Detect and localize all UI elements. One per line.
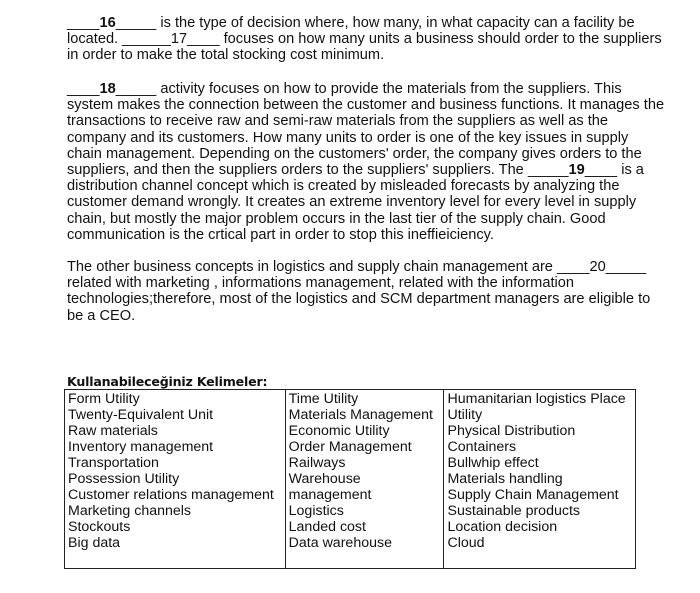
paragraph-questions-18-19 [67,81,667,243]
paragraph-text: The other business concepts in logistics and supply chain management are [67,259,557,275]
blank-20-number: 20 [589,259,606,275]
blank-17-underline-post: ____ [187,31,220,48]
blank-16-underline-post: _____ [115,15,157,31]
word-bank-item: Materials handling [447,471,563,487]
paragraph-questions-16-17 [67,15,667,64]
blank-18-number: 18 [99,81,116,97]
blank-16-number: 16 [99,15,116,31]
blank-17-number: 17 [170,31,188,48]
word-bank-table [64,389,636,569]
word-bank-item: Inventory management [68,439,214,455]
word-bank-row [65,390,636,569]
word-bank-item: Landed cost [288,519,366,535]
word-bank-column-1 [65,390,286,569]
word-bank-item: Supply Chain Management [447,487,619,503]
word-bank-item: Big data [68,535,121,551]
word-bank-item: Humanitarian logistics Place [447,391,626,407]
word-bank-item: Possession Utility [68,471,180,487]
word-bank-item: Order Management [288,439,412,455]
word-bank-item: Cloud [447,535,485,551]
word-bank-item: Marketing channels [68,503,192,519]
blank-18-underline-pre: ____ [67,81,100,97]
word-bank-item: Form Utility [68,391,140,407]
word-bank-item: Transportation [68,455,159,471]
word-bank-item: Logistics [288,503,344,519]
word-bank-item: management [288,487,372,503]
word-bank-item: Twenty-Equivalent Unit [68,407,214,423]
paragraph-text: is a distribution channel concept which is created by misleaded forecasts by analyzing the customer demand wrongly. It creates an extreme inventory level for every level in supply chain, but mostly the major problem occurs in the last tier of the supply chain. Good communication is the crtical part in order to stop this ineffieiciency. [67,162,644,243]
paragraph-text: related with marketing , informations management, related with the information technologies;therefore, most of the logistics and SCM department managers are eligible to be a CEO. [67,275,651,324]
blank-20-underline-pre: ____ [556,259,590,275]
blank-19-underline-post: ____ [584,162,618,179]
word-bank-item: Railways [288,455,346,471]
word-bank-column-3 [444,390,636,569]
blank-19-underline-pre: _____ [527,162,569,179]
paragraph-text: is the type of decision where, how many, in what capacity can a facility be located. [67,15,635,48]
blank-20-underline-post: _____ [605,259,647,275]
blank-18-underline-post: _____ [115,81,157,97]
word-bank-item: Time Utility [288,391,359,407]
word-bank-item: Physical Distribution [447,423,576,439]
word-bank-item: Warehouse [288,471,361,487]
blank-19-number: 19 [568,162,585,179]
word-bank-item: Materials Management [288,407,433,423]
word-bank-item: Data warehouse [288,535,392,551]
blank-16-underline-pre: ____ [67,15,100,31]
word-bank-item: Sustainable products [447,503,580,519]
word-bank-item: Utility [447,407,483,423]
paragraph-text: focuses on how many units a business should order to the suppliers in order to make the total stocking cost minimum. [67,31,662,64]
paragraph-question-20 [67,259,667,324]
paragraph-text: activity focuses on how to provide the materials from the suppliers. This system makes the connection between the customer and business functions. It manages the transactions to receive raw and semi-raw materials from the suppliers as well as the company and its customers. How many units to order is one of the key issues in supply chain management. Depending on the customers' order, the company gives orders to the suppliers, and then the suppliers orders to the suppliers' suppliers. The [67,81,665,179]
word-bank-item: Stockouts [68,519,131,535]
word-bank-item: Customer relations management [68,487,274,503]
word-bank-title: Kullanabileceğiniz Kelimeler: [67,374,268,389]
blank-17-underline-pre: ______ [122,31,171,48]
word-bank-item: Location decision [447,519,558,535]
word-bank-item: Containers [447,439,517,455]
word-bank-item: Bullwhip effect [447,455,539,471]
word-bank-item: Raw materials [68,423,158,439]
word-bank-item: Economic Utility [288,423,390,439]
word-bank-column-2 [285,390,444,569]
